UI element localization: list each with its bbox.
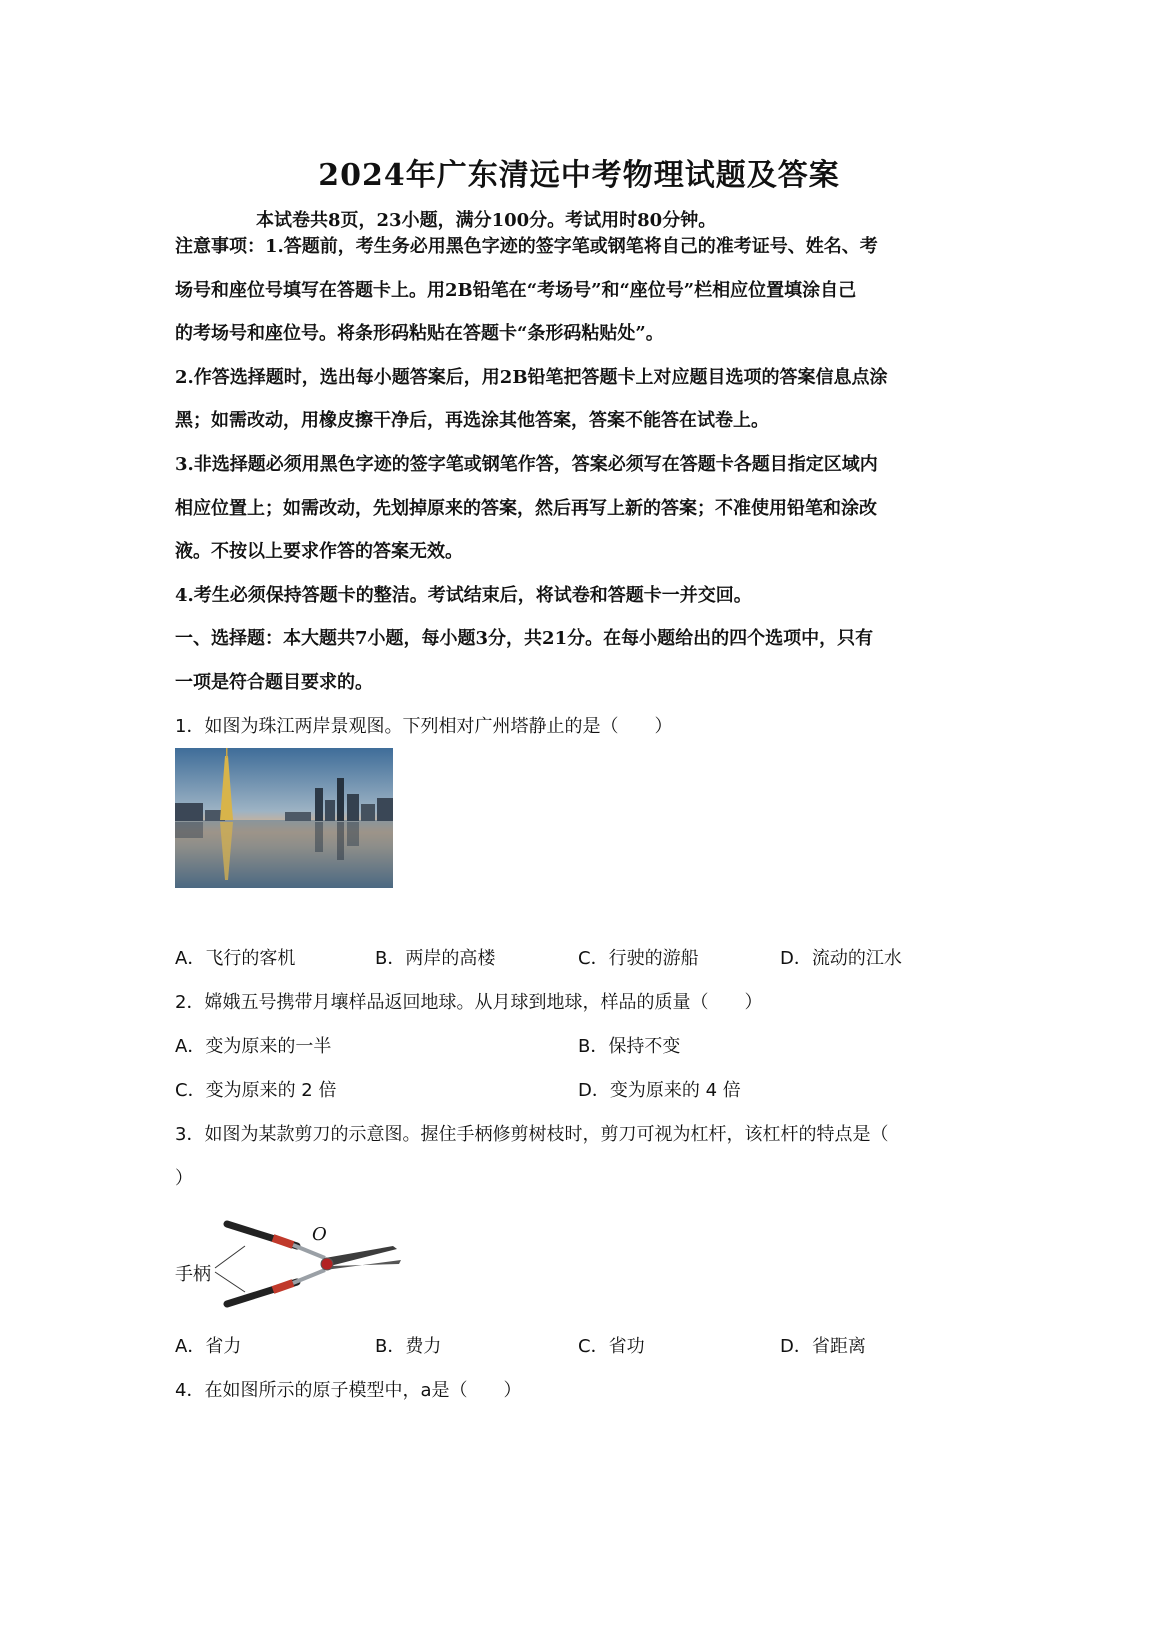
notice-line: 液。不按以上要求作答的答案无效。 [175,541,463,562]
notice-line: 场号和座位号填写在答题卡上。用2B铅笔在“考场号”和“座位号”栏相应位置填涂自己 [175,280,857,301]
guangzhou-tower-photo [175,748,393,888]
notice-line: 3.非选择题必须用黑色字迹的签字笔或钢笔作答，答案必须写在答题卡各题目指定区域内 [175,454,878,475]
option-c[interactable]: C．行驶的游船 [578,948,699,969]
notice-line: 黑；如需改动，用橡皮擦干净后，再选涂其他答案，答案不能答在试卷上。 [175,410,769,431]
section-heading: 一项是符合题目要求的。 [175,672,373,693]
question-4-stem: 4．在如图所示的原子模型中，a是（ ） [175,1380,522,1401]
option-b[interactable]: B．两岸的高楼 [375,948,496,969]
option-d[interactable]: D．变为原来的 4 倍 [578,1080,741,1101]
section-heading: 一、选择题：本大题共7小题，每小题3分，共21分。在每小题给出的四个选项中，只有 [175,628,874,649]
option-d[interactable]: D．流动的江水 [780,948,902,969]
exam-info: 本试卷共8页，23小题，满分100分。考试用时80分钟。 [256,210,717,231]
option-b[interactable]: B．费力 [375,1336,442,1357]
notice-line: 的考场号和座位号。将条形码粘贴在答题卡“条形码粘贴处”。 [175,323,664,344]
option-a[interactable]: A．变为原来的一半 [175,1036,332,1057]
question-3-stem-end: ） [175,1168,193,1189]
pivot-label: O [312,1224,327,1245]
option-a[interactable]: A．飞行的客机 [175,948,296,969]
question-1-stem: 1．如图为珠江两岸景观图。下列相对广州塔静止的是（ ） [175,716,673,737]
notice-line: 注意事项：1.答题前，考生务必用黑色字迹的签字笔或钢笔将自己的准考证号、姓名、考 [175,236,878,257]
option-a[interactable]: A．省力 [175,1336,242,1357]
notice-line: 4.考生必须保持答题卡的整洁。考试结束后，将试卷和答题卡一并交回。 [175,585,752,606]
question-3-stem: 3．如图为某款剪刀的示意图。握住手柄修剪树枝时，剪刀可视为杠杆，该杠杆的特点是（ [175,1124,889,1145]
handle-label: 手柄 [175,1264,211,1285]
option-c[interactable]: C．省功 [578,1336,645,1357]
option-c[interactable]: C．变为原来的 2 倍 [175,1080,337,1101]
option-b[interactable]: B．保持不变 [578,1036,681,1057]
page-title: 2024年广东清远中考物理试题及答案 [318,158,840,193]
notice-line: 相应位置上；如需改动，先划掉原来的答案，然后再写上新的答案；不准使用铅笔和涂改 [175,498,877,519]
option-d[interactable]: D．省距离 [780,1336,866,1357]
question-2-stem: 2．嫦娥五号携带月壤样品返回地球。从月球到地球，样品的质量（ ） [175,992,763,1013]
notice-line: 2.作答选择题时，选出每小题答案后，用2B铅笔把答题卡上对应题目选项的答案信息点涂 [175,367,888,388]
